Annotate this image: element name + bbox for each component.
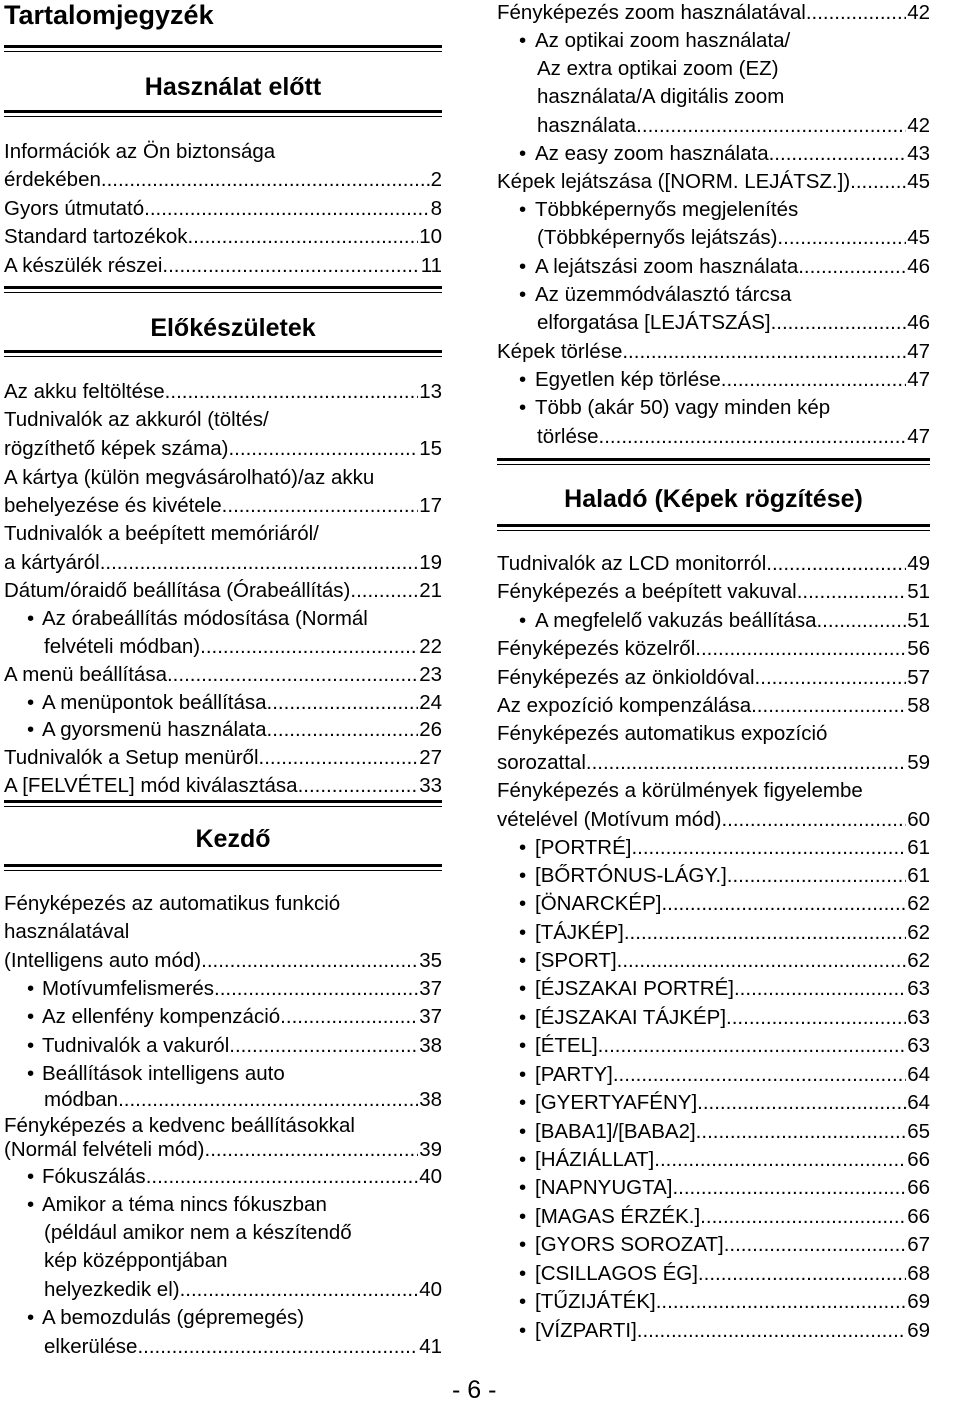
toc-entry[interactable]: • [SPORT] ..... 62 bbox=[497, 947, 930, 975]
toc-entry[interactable]: a kártyáról ..... 19 bbox=[4, 549, 442, 577]
toc-entry[interactable]: helyezkedik el) ..... 40 bbox=[4, 1276, 442, 1304]
toc-entry[interactable]: • [ÉTEL] ..... 63 bbox=[497, 1032, 930, 1060]
toc-entry[interactable]: Az akku feltöltése ..... 13 bbox=[4, 378, 442, 406]
toc-entry[interactable]: • Motívumfelismerés ..... 37 bbox=[4, 975, 442, 1003]
toc-line: használatával bbox=[4, 920, 130, 943]
toc-entry[interactable]: (Normál felvételi mód) ..... 39 bbox=[4, 1136, 442, 1164]
toc-entry[interactable]: • [BABA1]/[BABA2] ..... 65 bbox=[497, 1118, 930, 1146]
toc-entry[interactable]: Gyors útmutató ..... 8 bbox=[4, 195, 442, 223]
toc-line: A kártya (külön megvásárolható)/az akku bbox=[4, 466, 375, 489]
toc-entry[interactable]: • A megfelelő vakuzás beállítása ..... 51 bbox=[497, 607, 930, 635]
toc-entry[interactable]: Az expozíció kompenzálása ..... 58 bbox=[497, 692, 930, 720]
toc-entry[interactable]: • [MAGAS ÉRZÉK.] ..... 66 bbox=[497, 1203, 930, 1231]
toc-entry[interactable]: • [NAPNYUGTA] ..... 66 bbox=[497, 1174, 930, 1202]
toc-entry[interactable]: • A gyorsmenü használata ..... 26 bbox=[4, 716, 442, 744]
section-rule bbox=[497, 458, 930, 469]
toc-line: Fényképezés automatikus expozíció bbox=[497, 722, 828, 745]
toc-entry[interactable]: • Fókuszálás ..... 40 bbox=[4, 1163, 442, 1191]
toc-entry[interactable]: Fényképezés a beépített vakuval ..... 51 bbox=[497, 578, 930, 606]
toc-line: Fényképezés az automatikus funkció bbox=[4, 892, 341, 915]
toc-entry[interactable]: • [CSILLAGOS ÉG] ..... 68 bbox=[497, 1260, 930, 1288]
section-rule bbox=[4, 350, 442, 361]
toc-entry[interactable]: elkerülése ..... 41 bbox=[4, 1333, 442, 1361]
section-title-halado: Haladó (Képek rögzítése) bbox=[564, 485, 863, 513]
toc-entry[interactable]: Képek törlése ..... 47 bbox=[497, 338, 930, 366]
toc-entry[interactable]: • [TÁJKÉP] ..... 62 bbox=[497, 919, 930, 947]
section-title-elokeszuletek: Előkészületek bbox=[150, 314, 316, 342]
section-rule bbox=[4, 800, 442, 811]
toc-entry[interactable]: • A menüpontok beállítása ..... 24 bbox=[4, 689, 442, 717]
toc-entry[interactable]: • [PARTY] ..... 64 bbox=[497, 1061, 930, 1089]
toc-entry[interactable]: (Többképernyős lejátszás) ..... 45 bbox=[497, 224, 930, 252]
toc-entry[interactable]: A menü beállítása ..... 23 bbox=[4, 661, 442, 689]
page-title: Tartalomjegyzék bbox=[4, 0, 214, 30]
toc-line: Az extra optikai zoom (EZ) bbox=[537, 57, 779, 80]
toc-entry[interactable]: Fényképezés az önkioldóval ..... 57 bbox=[497, 664, 930, 692]
toc-entry[interactable]: (Intelligens auto mód) ..... 35 bbox=[4, 947, 442, 975]
page-number: - 6 - bbox=[452, 1376, 497, 1404]
toc-line: kép középpontjában bbox=[44, 1249, 228, 1272]
toc-entry[interactable]: • A lejátszási zoom használata ..... 46 bbox=[497, 253, 930, 281]
toc-entry[interactable]: módban ..... 38 bbox=[4, 1086, 442, 1114]
toc-line: • A bemozdulás (gépremegés) bbox=[4, 1304, 442, 1332]
section-rule bbox=[4, 286, 442, 297]
section-title-hasznalat-elott: Használat előtt bbox=[144, 73, 322, 101]
toc-entry[interactable]: sorozattal ..... 59 bbox=[497, 749, 930, 777]
toc-line: • Beállítások intelligens auto bbox=[4, 1060, 442, 1088]
toc-entry[interactable]: • [ÖNARCKÉP] ..... 62 bbox=[497, 890, 930, 918]
toc-line: használata/A digitális zoom bbox=[537, 85, 785, 108]
toc-entry[interactable]: • [GYERTYAFÉNY] ..... 64 bbox=[497, 1089, 930, 1117]
toc-entry[interactable]: elforgatása [LEJÁTSZÁS] ..... 46 bbox=[497, 309, 930, 337]
toc-entry[interactable]: rögzíthető képek száma) ..... 15 bbox=[4, 435, 442, 463]
toc-entry[interactable]: Tudnivalók az LCD monitorról ..... 49 bbox=[497, 550, 930, 578]
toc-entry[interactable]: A [FELVÉTEL] mód kiválasztása ..... 33 bbox=[4, 772, 442, 800]
section-rule bbox=[4, 864, 442, 875]
toc-entry[interactable]: Fényképezés közelről ..... 56 bbox=[497, 635, 930, 663]
toc-line: • Az órabeállítás módosítása (Normál bbox=[4, 605, 442, 633]
section-rule bbox=[4, 45, 442, 56]
toc-entry[interactable]: • [ÉJSZAKAI PORTRÉ] ..... 63 bbox=[497, 975, 930, 1003]
toc-entry[interactable]: • Egyetlen kép törlése ..... 47 bbox=[497, 366, 930, 394]
toc-entry[interactable]: • [TŰZIJÁTÉK] ..... 69 bbox=[497, 1288, 930, 1316]
toc-line: • Amikor a téma nincs fókuszban bbox=[4, 1191, 442, 1219]
toc-entry[interactable]: Képek lejátszása ([NORM. LEJÁTSZ.]) ..... 45 bbox=[497, 168, 930, 196]
toc-line: • Többképernyős megjelenítés bbox=[497, 196, 930, 224]
toc-entry[interactable]: • [ÉJSZAKAI TÁJKÉP] ..... 63 bbox=[497, 1004, 930, 1032]
toc-line: Fényképezés a kedvenc beállításokkal bbox=[4, 1114, 355, 1137]
toc-entry[interactable]: • Az easy zoom használata ..... 43 bbox=[497, 140, 930, 168]
toc-entry[interactable]: vételével (Motívum mód) ..... 60 bbox=[497, 806, 930, 834]
toc-line: • Az üzemmódválasztó tárcsa bbox=[497, 281, 930, 309]
toc-entry[interactable]: • [PORTRÉ] ..... 61 bbox=[497, 834, 930, 862]
toc-entry[interactable]: • Tudnivalók a vakuról ..... 38 bbox=[4, 1032, 442, 1060]
toc-entry[interactable]: érdekében ..... 2 bbox=[4, 166, 442, 194]
toc-line: Fényképezés a körülmények figyelembe bbox=[497, 779, 863, 802]
toc-entry[interactable]: • [GYORS SOROZAT] ..... 67 bbox=[497, 1231, 930, 1259]
section-rule bbox=[497, 524, 930, 535]
toc-entry[interactable]: törlése ..... 47 bbox=[497, 423, 930, 451]
toc-entry[interactable]: • [VÍZPARTI] ..... 69 bbox=[497, 1317, 930, 1345]
toc-line: (például amikor nem a készítendő bbox=[44, 1221, 352, 1244]
section-title-kezdo: Kezdő bbox=[195, 825, 271, 853]
section-rule bbox=[4, 110, 442, 121]
toc-line: Tudnivalók a beépített memóriáról/ bbox=[4, 522, 319, 545]
toc-line: Információk az Ön biztonsága bbox=[4, 140, 276, 163]
toc-entry[interactable]: • [HÁZIÁLLAT] ..... 66 bbox=[497, 1146, 930, 1174]
toc-entry[interactable]: behelyezése és kivétele ..... 17 bbox=[4, 492, 442, 520]
toc-entry[interactable]: felvételi módban) ..... 22 bbox=[4, 633, 442, 661]
toc-entry[interactable]: A készülék részei ..... 11 bbox=[4, 252, 442, 280]
toc-entry[interactable]: • [BŐRTÓNUS-LÁGY.] ..... 61 bbox=[497, 862, 930, 890]
toc-entry[interactable]: • Az ellenfény kompenzáció ..... 37 bbox=[4, 1003, 442, 1031]
toc-entry[interactable]: Tudnivalók a Setup menüről ..... 27 bbox=[4, 744, 442, 772]
toc-line: • Az optikai zoom használata/ bbox=[497, 27, 930, 55]
toc-entry[interactable]: Fényképezés zoom használatával ..... 42 bbox=[497, 0, 930, 27]
toc-entry[interactable]: Dátum/óraidő beállítása (Órabeállítás) ..... 21 bbox=[4, 577, 442, 605]
toc-entry[interactable]: Standard tartozékok ..... 10 bbox=[4, 223, 442, 251]
toc-line: Tudnivalók az akkuról (töltés/ bbox=[4, 408, 269, 431]
toc-line: • Több (akár 50) vagy minden kép bbox=[497, 394, 930, 422]
toc-entry[interactable]: használata ..... 42 bbox=[497, 112, 930, 140]
